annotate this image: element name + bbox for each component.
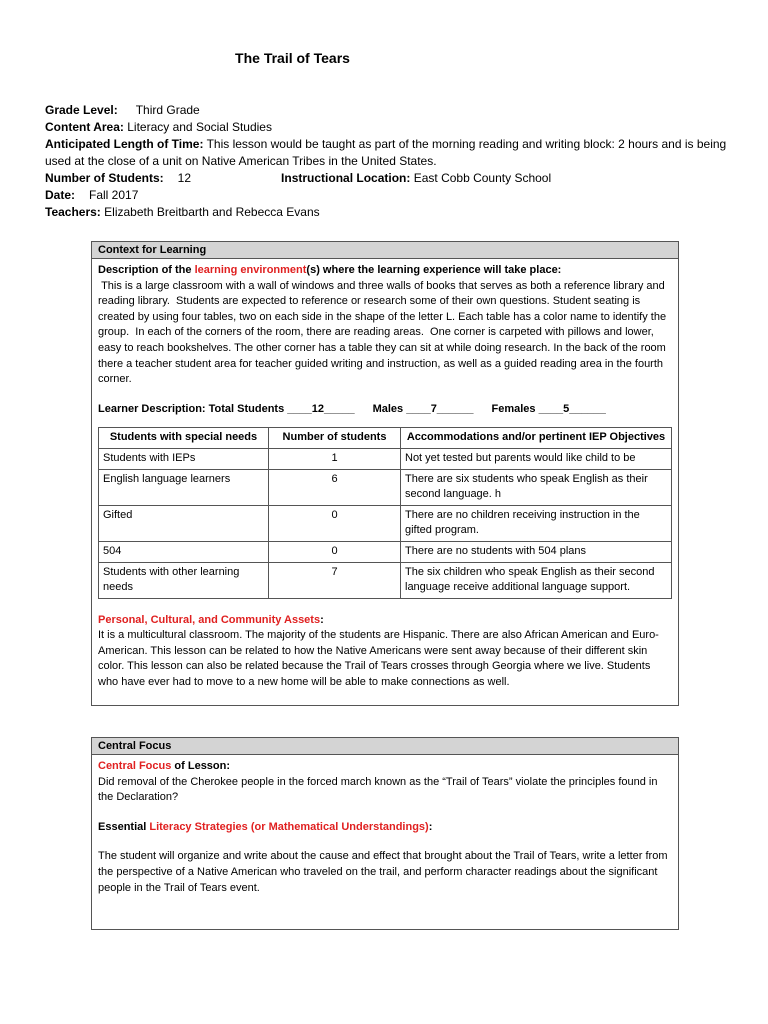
assets-colon: : xyxy=(320,613,324,626)
table-header: Accommodations and/or pertinent IEP Objectives xyxy=(401,428,672,449)
table-cell: There are six students who speak English as their second language. h xyxy=(401,469,672,505)
central-focus-heading: Central Focus xyxy=(92,738,678,755)
females-label: Females xyxy=(491,402,536,415)
special-needs-table xyxy=(98,427,672,598)
total-students: ____12_____ xyxy=(287,402,355,415)
males-label: Males xyxy=(372,402,404,415)
table-cell: 6 xyxy=(269,469,401,505)
central-focus-body xyxy=(92,755,678,900)
table-header: Number of students xyxy=(269,428,401,449)
grade-value: Third Grade xyxy=(135,103,200,117)
table-cell: Not yet tested but parents would like child to be xyxy=(401,448,672,469)
time-row xyxy=(45,136,735,170)
table-cell: 504 xyxy=(99,541,269,562)
table-row xyxy=(99,469,672,505)
table-cell: 0 xyxy=(269,505,401,541)
essential-label xyxy=(98,820,672,836)
assets-heading xyxy=(98,613,672,629)
table-row xyxy=(99,562,672,598)
ess-prefix: Essential xyxy=(98,820,150,833)
teachers-label: Teachers: xyxy=(45,205,101,219)
context-heading: Context for Learning xyxy=(92,242,678,259)
content-value: Literacy and Social Studies xyxy=(127,120,272,134)
grade-row xyxy=(45,102,735,119)
cf-red: Central Focus xyxy=(98,760,172,772)
table-row xyxy=(99,505,672,541)
context-for-learning-box xyxy=(91,241,679,706)
document-title: The Trail of Tears xyxy=(235,50,350,66)
assets-heading-red: Personal, Cultural, and Community Assets xyxy=(98,613,321,626)
teachers-value: Elizabeth Breitbarth and Rebecca Evans xyxy=(104,205,320,219)
table-header-row xyxy=(99,428,672,449)
students-label: Number of Students: xyxy=(45,171,164,185)
table-row xyxy=(99,541,672,562)
table-cell: 7 xyxy=(269,562,401,598)
table-cell: 0 xyxy=(269,541,401,562)
env-description: This is a large classroom with a wall of windows and three walls of books that serves as both a reference library and reading library. Students are expected to reference or research some of their own questions. Student seating is created by using four tables, two on each side in the shape of the letter L. Each table has a color name to identify the group. In each of the corners of the room, there are reading areas. One corner is carpeted with pillows and lower, easy to reach bookshelves. The other corner has a table they can sit at while doing research. In the back of the room there a teacher student area for teacher guided writing and instruction, as well as a guided reading area in the fourth corner. xyxy=(98,279,670,386)
cf-label xyxy=(98,759,672,775)
time-value: This lesson would be taught as part of the morning reading and writing block: 2 hours and is being used at the close of a unit on Native American Tribes in the United States. xyxy=(45,137,727,168)
date-value: Fall 2017 xyxy=(89,188,139,202)
table-cell: There are no children receiving instruction in the gifted program. xyxy=(401,505,672,541)
central-focus-box xyxy=(91,737,679,930)
table-cell: Gifted xyxy=(99,505,269,541)
ess-suffix: : xyxy=(428,820,433,833)
cf-suffix: of Lesson: xyxy=(171,760,231,772)
ess-red: Literacy Strategies (or Mathematical Understandings) xyxy=(149,820,429,833)
learner-label: Learner Description: Total Students xyxy=(98,402,285,415)
env-heading xyxy=(98,263,672,279)
time-label: Anticipated Length of Time: xyxy=(45,137,204,151)
lesson-header xyxy=(45,102,735,221)
env-red: learning environment xyxy=(194,264,307,276)
location-value: East Cobb County School xyxy=(413,171,552,185)
students-value: 12 xyxy=(177,171,192,185)
table-cell: Students with IEPs xyxy=(99,448,269,469)
table-cell: 1 xyxy=(269,448,401,469)
table-row xyxy=(99,448,672,469)
location-label: Instructional Location: xyxy=(281,171,411,185)
grade-label: Grade Level: xyxy=(45,103,118,117)
table-cell: The six children who speak English as their second language receive additional language support. xyxy=(401,562,672,598)
date-label: Date: xyxy=(45,188,76,202)
students-row xyxy=(45,170,735,187)
females-count: ____5______ xyxy=(538,402,606,415)
teachers-row xyxy=(45,204,735,221)
table-cell: Students with other learning needs xyxy=(99,562,269,598)
content-row xyxy=(45,119,735,136)
table-header: Students with special needs xyxy=(99,428,269,449)
env-prefix: Description of the xyxy=(98,264,195,276)
env-suffix: (s) where the learning experience will take place: xyxy=(306,264,562,276)
table-cell: English language learners xyxy=(99,469,269,505)
date-row xyxy=(45,187,735,204)
males-count: ____7______ xyxy=(406,402,474,415)
essential-text: The student will organize and write about the cause and effect that brought about the Trail of Tears, write a letter from the perspective of a Native American who traveled on the trail, and perform character readings about the significant people in the Trail of Tears event. xyxy=(98,850,668,894)
content-label: Content Area: xyxy=(45,120,124,134)
central-question: Did removal of the Cherokee people in the forced march known as the “Trail of Tears” violate the principles found in the Declaration? xyxy=(98,775,658,804)
context-body xyxy=(92,259,678,695)
table-cell: There are no students with 504 plans xyxy=(401,541,672,562)
learner-description xyxy=(98,402,672,418)
assets-text: It is a multicultural classroom. The majority of the students are Hispanic. There are also African American and Euro-American. This lesson can be related to how the Native Americans were sent away because of their different skin color. This lesson can also be related because the Trail of Tears crosses through Georgia where we live. Students who have ever had to move to a new home will be able to make connections as well. xyxy=(98,629,659,689)
